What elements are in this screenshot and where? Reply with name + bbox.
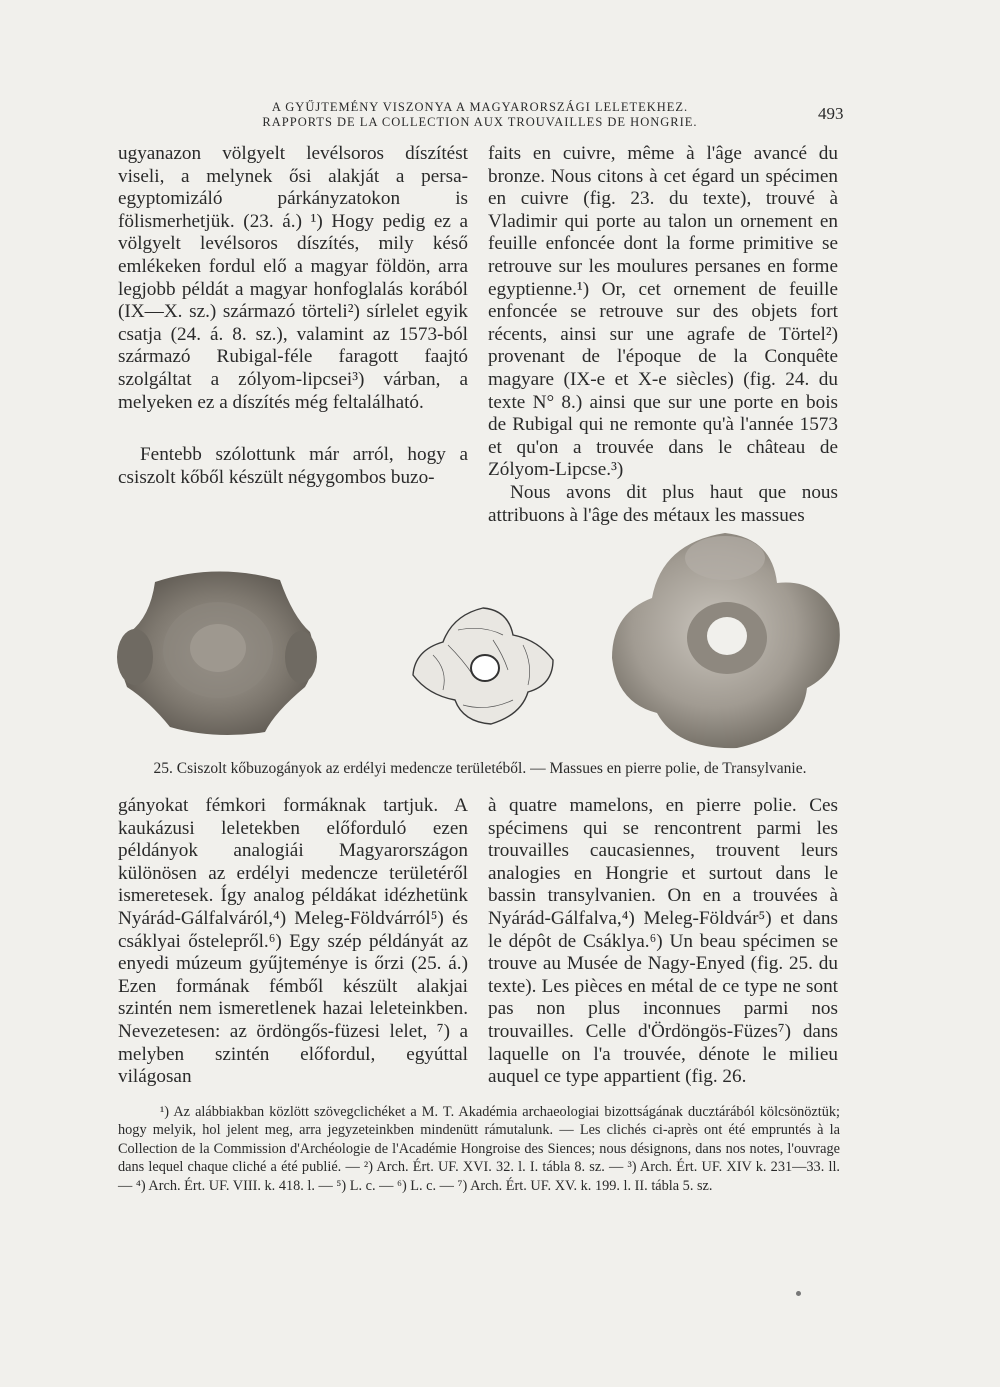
figure-stone-maces <box>115 528 845 753</box>
paragraph: Fentebb szólottunk már arról, hogy a csiszolt kőből készült négygombos buzo- <box>118 444 468 488</box>
paragraph: faits en cuivre, même à l'âge avancé du bronze. Nous citons à cet égard un spécimen en cuivre (fig. 23. du texte), trouvé à Vladimir qui porte au talon un ornement en feuille enfoncée dont la forme primitive se retrouve sur les moulures persanes en forme egyptienne.¹) Or, cet ornement de feuille enfoncée se retrouve sur des objets fort récents, ainsi sur une agrafe de Törtel²) provenant de l'époque de la Conquête magyare (IX-e et X-e siècles) (fig. 24. du texte N° 8.) ainsi que sur une porte en bois de Rubigal qui ne remonte qu'à l'année 1573 et qu'on a trouvée dans le château de Zólyom-Lipcse.³) <box>488 143 838 481</box>
footnotes <box>118 1103 840 1195</box>
ink-speck <box>796 1291 801 1296</box>
figure-caption: 25. Csiszolt kőbuzogányok az erdélyi medencze területéből. — Massues en pierre polie, de Transylvanie. <box>153 760 807 777</box>
running-head-french: RAPPORTS DE LA COLLECTION AUX TROUVAILLES DE HONGRIE. <box>262 115 698 129</box>
hungarian-text-lower <box>118 795 468 1089</box>
mace-photo-right <box>607 528 845 753</box>
paragraph: Nous avons dit plus haut que nous attribuons à l'âge des métaux les massues <box>488 481 838 526</box>
french-text-lower <box>488 795 838 1089</box>
french-text-upper <box>488 143 838 527</box>
page-number: 493 <box>818 104 844 123</box>
footnote: ¹) Az alábbiakban közlött szövegclichéket a M. T. Akadémia archaeologiai bizottságának ducztárából kölcsönöztük; hogy melyik, hol jelent meg, arra jegyzeteinkben mindenütt rámutalunk. — Les clichés ci-après ont été empruntés à la Collection de la Commission d'Archéologie de l'Académie Hongroise des Siences; nous désignons, dans nos notes, l'ouvrage dans lequel chaque cliché a été publié. — ²) Arch. Ért. UF. XVI. 32. l. I. tábla 8. sz. — ³) Arch. Ért. UF. XIV k. 231—33. ll. — ⁴) Arch. Ért. UF. VIII. k. 418. l. — ⁵) L. c. — ⁶) L. c. — ⁷) Arch. Ért. UF. XV. k. 199. l. II. tábla 5. sz. <box>118 1104 840 1194</box>
paragraph: gányokat fémkori formáknak tartjuk. A kaukázusi leletekben előforduló ezen példányok analogiái Magyarországon különösen az erdélyi medencze területéről ismeretesek. Így analog példákat idézhetünk Nyárád-Gálfalváról,⁴) Meleg-Földvárról⁵) és csáklyai őstelepről.⁶) Egy szép példányát az enyedi múzeum gyűjteménye is őrzi (25. á.) Ezen formának fémből készült alakjai szintén nem ismeretlenek hazai leleteinkben. Nevezetesen: az ördöngős-füzesi lelet, ⁷) a melyben szintén előfordul, egyúttal világosan <box>118 795 468 1088</box>
running-head <box>0 100 960 130</box>
paragraph: à quatre mamelons, en pierre polie. Ces spécimens qui se rencontrent parmi les trouvailles caucasiennes, trouvent leurs analogies en Hongrie et surtout dans le bassin transylvanien. On en a trouvées à Nyárád-Gálfalva,⁴) Meleg-Földvár⁵) et dans le dépôt de Csáklya.⁶) Un beau spécimen se trouve au Musée de Nagy-Enyed (fig. 25. du texte). Les pièces en métal de ce type ne sont pas non plus inconnues parmi nos trouvailles. Celle d'Ördöngös-Füzes⁷) dans laquelle on l'a trouvée, dénote le milieu auquel ce type appartient (fig. 26. <box>488 795 838 1088</box>
mace-photo-left <box>115 562 320 737</box>
paragraph: ugyanazon völgyelt levélsoros díszítést viseli, a melynek ősi alakját a persa-egyptomizáló párkányzatokon is fölismerhetjük. (23. á.) ¹) Hogy pedig ez a völgyelt levélsoros díszítés, mily késő emlékeken fordul elő a magyar földön, arra legjobb példát a magyar honfoglalás korából (IX—X. sz.) származó törteli²) sírlelet egyik csatja (24. á. 8. sz.), valamint az 1573-ból származó Rubigal-féle faragott faajtó szolgáltat a zólyom-lipcsei³) várban, a melyeken ez a díszítés még feltalálható. <box>118 143 468 413</box>
mace-photo-middle <box>403 600 563 730</box>
hungarian-text-upper <box>118 143 468 489</box>
running-head-hungarian: A GYŰJTEMÉNY VISZONYA A MAGYARORSZÁGI LELETEKHEZ. <box>271 100 689 114</box>
